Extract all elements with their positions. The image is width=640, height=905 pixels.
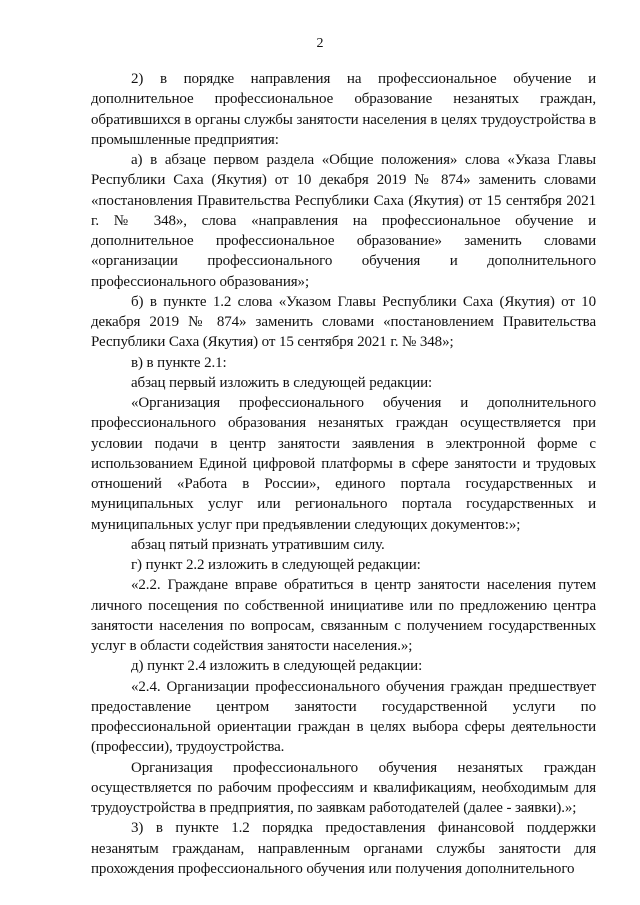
paragraph-abzats-first: абзац первый изложить в следующей редакции: <box>131 374 433 391</box>
paragraph-abzats-fifth: абзац пятый признать утратившим силу. <box>131 536 385 553</box>
quoted-paragraph-2-2: «2.2. Граждане вправе обратиться в центр занятости населения путем личного посещения по собственной инициативе или по предложению центра занятости населения по вопросам, связанным с получением государственных услуг в области содействия занятости населения.»; <box>91 577 596 654</box>
paragraph-item-2: 2) в порядке направления на профессиональное обучение и дополнительное профессиональное образование незанятых граждан, обратившихся в органы службы занятости населения в целях трудоустройства в промышленные предприятия: <box>91 71 596 148</box>
subparagraph-g: г) пункт 2.2 изложить в следующей редакции: <box>131 557 421 573</box>
paragraph-item-3: 3) в пункте 1.2 порядка предоставления финансовой поддержки незанятым гражданам, направленным органами службы занятости для прохождения профессионального обучения или получения дополнительного <box>91 820 596 877</box>
document-body <box>91 69 596 879</box>
quoted-paragraph-organization: «Организация профессионального обучения и дополнительного профессионального образования незанятых граждан осуществляется при условии подачи в центр занятости заявления в электронной форме с использованием Единой цифровой платформы в сфере занятости и трудовых отношений «Работа в России», единого портала государственных и муниципальных услуг или регионального портала государственных и муниципальных услуг при предъявлении следующих документов:»; <box>91 395 596 533</box>
paragraph-organization-training: Организация профессионального обучения незанятых граждан осуществляется по рабочим профессиям и квалификациям, необходимым для трудоустройства в предприятия, по заявкам работодателей (далее - заявки).»; <box>91 759 596 816</box>
subparagraph-a: а) в абзаце первом раздела «Общие положения» слова «Указа Главы Республики Саха (Якутия) от 10 декабря 2019 № 874» заменить словами «постановления Правительства Республики Саха (Якутия) от 15 сентября 2021 г. № 348», слова «направления на профессиональное обучение и дополнительное профессиональное образование» заменить словами «организации профессионального обучения и дополнительного профессионального образования»; <box>91 152 596 290</box>
quoted-paragraph-2-4: «2.4. Организации профессионального обучения граждан предшествует предоставление центром занятости государственной услуги по профессиональной ориентации граждан в целях выбора сферы деятельности (профессии), трудоустройства. <box>91 678 596 756</box>
subparagraph-v: в) в пункте 2.1: <box>131 354 227 371</box>
page-number: 2 <box>316 36 324 51</box>
subparagraph-d: д) пункт 2.4 изложить в следующей редакции: <box>131 658 423 675</box>
subparagraph-b: б) в пункте 1.2 слова «Указом Главы Республики Саха (Якутия) от 10 декабря 2019 № 874» заменить словами «постановлением Правительства Республики Саха (Якутия) от 15 сентября 2021 г. № 348»; <box>91 293 596 351</box>
